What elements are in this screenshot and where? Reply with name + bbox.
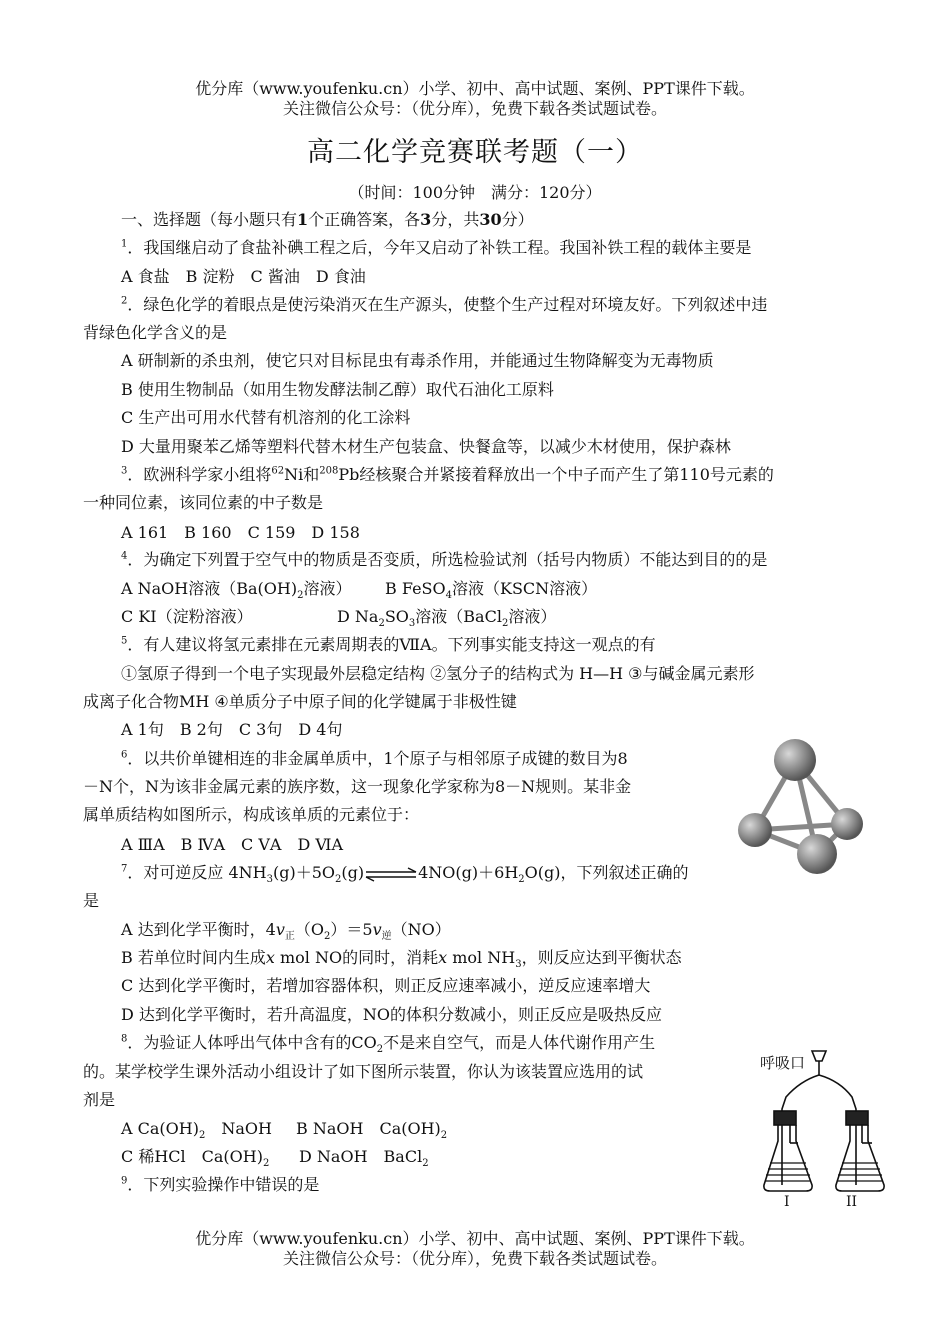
footer-line-2: 关注微信公众号：（优分库），免费下载各类试题试卷。 <box>282 1249 667 1268</box>
question-1-stem: $^1$．我国继启动了食盐补碘工程之后，今年又启动了补铁工程。我国补铁工程的载体主要是 <box>121 238 752 257</box>
flask-1-label: I <box>784 1194 790 1210</box>
question-8-option-a: A $Ca(OH)_2$ NaOH <box>121 1119 288 1142</box>
question-7-option-c: C 达到化学平衡时，若增加容器体积，则正反应速率减小，逆反应速率增大 <box>121 976 651 995</box>
question-6-stem-cont-1: －N个，N为该非金属元素的族序数，这一现象化学家称为8－N规则。某非金 <box>83 777 632 796</box>
question-9-stem: $^9$．下列实验操作中错误的是 <box>121 1175 320 1194</box>
question-8-stem-cont-2: 剂是 <box>83 1090 116 1109</box>
breathing-mouth-label: 呼吸口 <box>760 1054 806 1072</box>
question-1-options: A 食盐 B 淀粉 C 酱油 D 食油 <box>121 267 366 286</box>
question-7-stem-cont: 是 <box>83 891 100 910</box>
question-5-statements: ①氢原子得到一个电子实现最外层稳定结构 ②氢分子的结构式为 H—H ③与碱金属元素形 <box>121 664 755 683</box>
question-8-option-b: B NaOH $Ca(OH)_2$ <box>296 1119 448 1142</box>
question-5-statements-cont: 成离子化合物MH ④单质分子中原子间的化学键属于非极性键 <box>83 692 517 711</box>
question-8-stem-cont-1: 的。某学校学生课外活动小组设计了如下图所示装置，你认为该装置应选用的试 <box>83 1062 644 1081</box>
question-2-option-b: B 使用生物制品（如用生物发酵法制乙醇）取代石油化工原料 <box>121 380 554 399</box>
flask-2-label: II <box>846 1194 858 1210</box>
question-8-option-c: C 稀HCl $Ca(OH)_2$ <box>121 1147 270 1170</box>
question-2-option-d: D 大量用聚苯乙烯等塑料代替木材生产包装盒、快餐盒等，以减少木材使用，保护森林 <box>121 437 731 456</box>
question-7-stem: $^7$．对可逆反应 $4NH_3(g)+5O_2(g)$ $4NO(g)+6H_2O(g)$，下列叙述正确的 <box>121 863 689 886</box>
question-2-option-c: C 生产出可用水代替有机溶剂的化工涂料 <box>121 408 411 427</box>
question-5-options: A 1句 B 2句 C 3句 D 4句 <box>121 720 343 739</box>
question-3-stem-cont: 一种同位素，该同位素的中子数是 <box>83 493 324 512</box>
atom <box>797 834 837 874</box>
question-3-stem: $^3$．欧洲科学家小组将$^{62}$Ni和$^{208}$Pb经核聚合并紧接着释放出一个中子而产生了第110号元素的 <box>121 465 774 484</box>
question-8-option-d: D NaOH BaCl$_2$ <box>299 1147 429 1170</box>
question-7-option-d: D 达到化学平衡时，若升高温度，NO的体积分数减小，则正反应是吸热反应 <box>121 1005 663 1024</box>
question-4-option-c: C KI（淀粉溶液） <box>121 607 253 626</box>
question-8-stem: $^8$．为验证人体呼出气体中含有的$CO_2$不是来自空气，而是人体代谢作用产生 <box>121 1033 656 1056</box>
tetrahedral-molecule-figure <box>735 732 875 882</box>
question-6-stem: $^6$．以共价单键相连的非金属单质中，1个原子与相邻原子成键的数目为8 <box>121 749 628 768</box>
atom <box>738 813 772 847</box>
question-2-option-a: A 研制新的杀虫剂，使它只对目标昆虫有毒杀作用，并能通过生物降解变为无毒物质 <box>121 351 714 370</box>
question-7-option-b: B 若单位时间内生成x mol NO的同时，消耗x mol $NH_3$，则反应达到平衡状态 <box>121 948 682 971</box>
atom <box>774 739 816 781</box>
question-7-option-a: A 达到化学平衡时，$4v_正(O_2)=5v_逆(NO)$ <box>121 920 451 943</box>
exam-time-score: （时间：100分钟 满分：120分） <box>348 183 602 202</box>
question-2-stem-cont: 背绿色化学含义的是 <box>83 323 228 342</box>
header-line-1: 优分库（www.youfenku.cn）小学、初中、高中试题、案例、PPT课件下载。 <box>195 79 755 98</box>
question-4-option-b: B FeSO$_4$溶液（KSCN溶液） <box>385 579 598 602</box>
question-6-options: A ⅢA B ⅣA C ⅤA D ⅥA <box>121 835 344 854</box>
header-line-2: 关注微信公众号：（优分库），免费下载各类试题试卷。 <box>282 99 667 118</box>
equilibrium-arrow-icon <box>364 866 418 882</box>
section-heading: 一、选择题（每小题只有1个正确答案，各3分，共30分） <box>121 210 534 229</box>
gas-washing-apparatus-figure <box>760 1045 890 1205</box>
question-5-stem: $^5$．有人建议将氢元素排在元素周期表的ⅦA。下列事实能支持这一观点的有 <box>121 635 656 654</box>
footer-line-1: 优分库（www.youfenku.cn）小学、初中、高中试题、案例、PPT课件下载。 <box>195 1229 755 1248</box>
question-4-stem: $^4$．为确定下列置于空气中的物质是否变质，所选检验试剂（括号内物质）不能达到目的的是 <box>121 550 768 569</box>
atom <box>831 808 863 840</box>
page-title: 高二化学竞赛联考题（一） <box>307 137 643 168</box>
question-2-stem: $^2$．绿色化学的着眼点是使污染消灭在生产源头，使整个生产过程对环境友好。下列叙述中违 <box>121 295 768 314</box>
question-3-options: A 161 B 160 C 159 D 158 <box>121 523 360 542</box>
question-4-option-d: D $Na_2SO_3$溶液（BaCl$_2$溶液） <box>337 607 557 630</box>
question-4-option-a: A NaOH溶液（$Ba(OH)_2$溶液） <box>121 579 352 602</box>
question-6-stem-cont-2: 属单质结构如图所示，构成该单质的元素位于： <box>83 805 420 824</box>
